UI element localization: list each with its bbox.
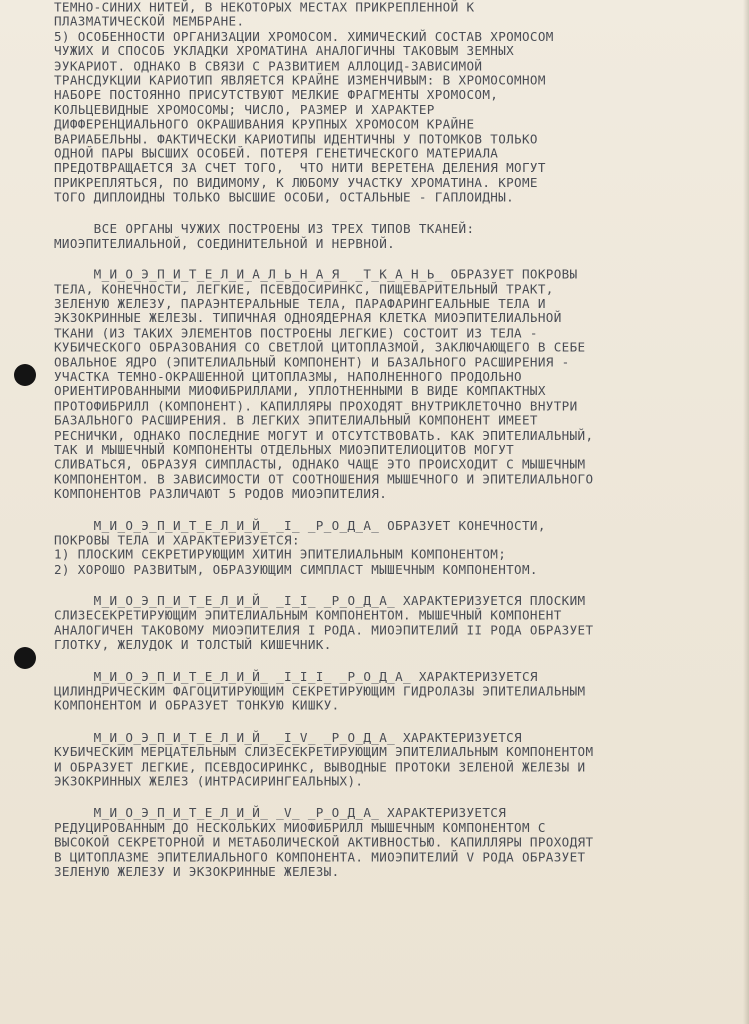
paragraph-genus-5 <box>54 806 744 879</box>
text-line: МИОЭПИТЕЛИАЛЬНОЙ, СОЕДИНИТЕЛЬНОЙ И НЕРВНОЙ. <box>54 236 396 251</box>
text-line: УЧАСТКА ТЕМНО-ОКРАШЕННОЙ ЦИТОПЛАЗМЫ, НАПОЛНЕННОГО ПРОДОЛЬНО <box>54 369 522 384</box>
text-line: ДИФФЕРЕНЦИАЛЬНОГО ОКРАШИВАНИЯ КРУПНЫХ ХРОМОСОМ КРАЙНЕ <box>54 116 475 132</box>
paragraph-tissues <box>54 222 744 251</box>
text-line: ЧУЖИХ И СПОСОБ УКЛАДКИ ХРОМАТИНА АНАЛОГИЧНЫ ТАКОВЫМ ЗЕМНЫХ <box>54 43 515 59</box>
text-line: РЕДУЦИРОВАННЫМ ДО НЕСКОЛЬКИХ МИОФИБРИЛЛ МЫШЕЧНЫМ КОМПОНЕНТОМ С <box>54 820 546 835</box>
text-line: М_И_О_Э_П_И_Т_Е_Л_И_Й_ _I_I_I_ _Р_О_Д_А_ ХАРАКТЕРИЗУЕТСЯ <box>54 669 538 684</box>
text-line: ТРАНСДУКЦИИ КАРИОТИП ЯВЛЯЕТСЯ КРАЙНЕ ИЗМЕНЧИВЫМ: В ХРОМОСОМНОМ <box>54 73 546 88</box>
text-line: РЕСНИЧКИ, ОДНАКО ПОСЛЕДНИЕ МОГУТ И ОТСУТСТВОВАТЬ. КАК ЭПИТЕЛИАЛЬНЫЙ, <box>54 428 594 443</box>
text-line: 5) ОСОБЕННОСТИ ОРГАНИЗАЦИИ ХРОМОСОМ. ХИМИЧЕСКИЙ СОСТАВ ХРОМОСОМ <box>54 29 554 44</box>
text-line: 2) ХОРОШО РАЗВИТЫМ, ОБРАЗУЮЩИМ СИМПЛАСТ МЫШЕЧНЫМ КОМПОНЕНТОМ. <box>54 562 538 577</box>
paragraph-intro <box>54 0 744 205</box>
text-line: АНАЛОГИЧЕН ТАКОВОМУ МИОЭПИТЕЛИЯ I РОДА. МИОЭПИТЕЛИЙ II РОДА ОБРАЗУЕТ <box>54 623 594 638</box>
text-line: ВАРИАБЕЛЬНЫ. ФАКТИЧЕСКИ КАРИОТИПЫ ИДЕНТИЧНЫ У ПОТОМКОВ ТОЛЬКО <box>54 131 538 146</box>
text-line: М_И_О_Э_П_И_Т_Е_Л_И_Й_ _I_I_ _Р_О_Д_А_ ХАРАКТЕРИЗУЕТСЯ ПЛОСКИМ <box>54 593 586 609</box>
text-line: ЦИЛИНДРИЧЕСКИМ ФАГОЦИТИРУЮЩИМ СЕКРЕТИРУЮЩИМ ГИДРОЛАЗЫ ЭПИТЕЛИАЛЬНЫМ <box>54 684 586 699</box>
punch-hole-bottom <box>14 647 36 669</box>
text-line: КОМПОНЕНТОМ И ОБРАЗУЕТ ТОНКУЮ КИШКУ. <box>54 698 340 713</box>
punch-hole-top <box>14 364 36 386</box>
text-line: И ОБРАЗУЕТ ЛЕГКИЕ, ПСЕВДОСИРИНКС, ВЫВОДНЫЕ ПРОТОКИ ЗЕЛЕНОЙ ЖЕЛЕЗЫ И <box>54 759 586 774</box>
paragraph-genus-2 <box>54 594 744 652</box>
text-line: КОМПОНЕНТОВ РАЗЛИЧАЮТ 5 РОДОВ МИОЭПИТЕЛИЯ. <box>54 486 388 501</box>
text-line: ПРЕДОТВРАЩАЕТСЯ ЗА СЧЕТ ТОГО, ЧТО НИТИ ВЕРЕТЕНА ДЕЛЕНИЯ МОГУТ <box>54 160 546 176</box>
text-line: ТЕМНО-СИНИХ НИТЕЙ, В НЕКОТОРЫХ МЕСТАХ ПРИКРЕПЛЕННОЙ К <box>54 0 475 15</box>
text-line: М_И_О_Э_П_И_Т_Е_Л_И_Й_ _V_ _Р_О_Д_А_ ХАРАКТЕРИЗУЕТСЯ <box>54 805 507 821</box>
text-line: КУБИЧЕСКОГО ОБРАЗОВАНИЯ СО СВЕТЛОЙ ЦИТОПЛАЗМОЙ, ЗАКЛЮЧАЮЩЕГО В СЕБЕ <box>54 340 586 355</box>
text-line: СЛИЗЕСЕКРЕТИРУЮЩИМ ЭПИТЕЛИАЛЬНЫМ КОМПОНЕНТОМ. МЫШЕЧНЫЙ КОМПОНЕНТ <box>54 608 562 623</box>
text-line: ОВАЛЬНОЕ ЯДРО (ЭПИТЕЛИАЛЬНЫЙ КОМПОНЕНТ) И БАЗАЛЬНОГО РАСШИРЕНИЯ - <box>54 354 570 370</box>
paragraph-genus-1 <box>54 518 744 576</box>
text-line: КОЛЬЦЕВИДНЫЕ ХРОМОСОМЫ; ЧИСЛО, РАЗМЕР И ХАРАКТЕР <box>54 102 435 117</box>
paragraph-gap <box>54 652 744 669</box>
text-line: ОРИЕНТИРОВАННЫМИ МИОФИБРИЛЛАМИ, УПЛОТНЕННЫМИ В ВИДЕ КОМПАКТНЫХ <box>54 384 546 399</box>
text-line: ТКАНИ (ИЗ ТАКИХ ЭЛЕМЕНТОВ ПОСТРОЕНЫ ЛЕГКИЕ) СОСТОИТ ИЗ ТЕЛА - <box>54 325 538 340</box>
text-line: СЛИВАТЬСЯ, ОБРАЗУЯ СИМПЛАСТЫ, ОДНАКО ЧАЩЕ ЭТО ПРОИСХОДИТ С МЫШЕЧНЫМ <box>54 457 586 472</box>
paragraph-genus-3 <box>54 669 744 713</box>
text-line: 1) ПЛОСКИМ СЕКРЕТИРУЮЩИМ ХИТИН ЭПИТЕЛИАЛЬНЫМ КОМПОНЕНТОМ; <box>54 547 507 562</box>
text-line: М_И_О_Э_П_И_Т_Е_Л_И_Й_ _I_V_ _Р_О_Д_А_ ХАРАКТЕРИЗУЕТСЯ <box>54 730 522 745</box>
text-line: ВСЕ ОРГАНЫ ЧУЖИХ ПОСТРОЕНЫ ИЗ ТРЕХ ТИПОВ ТКАНЕЙ: <box>54 221 475 237</box>
text-line: КОМПОНЕНТОМ. В ЗАВИСИМОСТИ ОТ СООТНОШЕНИЯ МЫШЕЧНОГО И ЭПИТЕЛИАЛЬНОГО <box>54 471 594 487</box>
text-line: ТЕЛА, КОНЕЧНОСТИ, ЛЕГКИЕ, ПСЕВДОСИРИНКС, ПИЩЕВАРИТЕЛЬНЫЙ ТРАКТ, <box>54 281 554 297</box>
text-line: В ЦИТОПЛАЗМЕ ЭПИТЕЛИАЛЬНОГО КОМПОНЕНТА. МИОЭПИТЕЛИЙ V РОДА ОБРАЗУЕТ <box>54 849 586 865</box>
text-line: ПРОТОФИБРИЛЛ (КОМПОНЕНТ). КАПИЛЛЯРЫ ПРОХОДЯТ ВНУТРИКЛЕТОЧНО ВНУТРИ <box>54 398 578 414</box>
text-line: ЭУКАРИОТ. ОДНАКО В СВЯЗИ С РАЗВИТИЕМ АЛЛОЦИД-ЗАВИСИМОЙ <box>54 58 483 73</box>
text-line: ЗЕЛЕНУЮ ЖЕЛЕЗУ, ПАРАЭНТЕРАЛЬНЫЕ ТЕЛА, ПАРАФАРИНГЕАЛЬНЫЕ ТЕЛА И <box>54 296 546 311</box>
typewritten-text <box>54 0 744 879</box>
text-line: ВЫСОКОЙ СЕКРЕТОРНОЙ И МЕТАБОЛИЧЕСКОЙ АКТИВНОСТЬЮ. КАПИЛЛЯРЫ ПРОХОДЯТ <box>54 835 594 850</box>
text-line: ЭКЗОКРИННЫХ ЖЕЛЕЗ (ИНТРАСИРИНГЕАЛЬНЫХ). <box>54 774 364 789</box>
text-line: ПРИКРЕПЛЯТЬСЯ, ПО ВИДИМОМУ, К ЛЮБОМУ УЧАСТКУ ХРОМАТИНА. КРОМЕ <box>54 175 538 190</box>
text-line: ТОГО ДИПЛОИДНЫ ТОЛЬКО ВЫСШИЕ ОСОБИ, ОСТАЛЬНЫЕ - ГАПЛОИДНЫ. <box>54 190 515 205</box>
paragraph-myoepithelial <box>54 267 744 501</box>
text-line: ЭКЗОКРИННЫЕ ЖЕЛЕЗЫ. ТИПИЧНАЯ ОДНОЯДЕРНАЯ КЛЕТКА МИОЭПИТЕЛИАЛЬНОЙ <box>54 311 562 326</box>
paragraph-gap <box>54 251 744 267</box>
paragraph-gap <box>54 205 744 222</box>
paragraph-gap <box>54 789 744 806</box>
text-line: ГЛОТКУ, ЖЕЛУДОК И ТОЛСТЫЙ КИШЕЧНИК. <box>54 637 332 652</box>
text-line: М_И_О_Э_П_И_Т_Е_Л_И_Й_ _I_ _Р_О_Д_А_ ОБРАЗУЕТ КОНЕЧНОСТИ, <box>54 518 546 533</box>
text-line: М_И_О_Э_П_И_Т_Е_Л_И_А_Л_Ь_Н_А_Я_ _Т_К_А_Н_Ь_ ОБРАЗУЕТ ПОКРОВЫ <box>54 267 578 282</box>
text-line: ЗЕЛЕНУЮ ЖЕЛЕЗУ И ЭКЗОКРИННЫЕ ЖЕЛЕЗЫ. <box>54 864 340 879</box>
paragraph-genus-4 <box>54 730 744 788</box>
text-line: ОДНОЙ ПАРЫ ВЫСШИХ ОСОБЕЙ. ПОТЕРЯ ГЕНЕТИЧЕСКОГО МАТЕРИАЛА <box>54 146 499 161</box>
paragraph-gap <box>54 577 744 594</box>
text-line: ТАК И МЫШЕЧНЫЙ КОМПОНЕНТЫ ОТДЕЛЬНЫХ МИОЭПИТЕЛИОЦИТОВ МОГУТ <box>54 442 515 457</box>
text-line: ПОКРОВЫ ТЕЛА И ХАРАКТЕРИЗУЕТСЯ: <box>54 532 300 548</box>
text-line: ПЛАЗМАТИЧЕСКОЙ МЕМБРАНЕ. <box>54 14 245 29</box>
paragraph-gap <box>54 713 744 730</box>
text-line: КУБИЧЕСКИМ МЕРЦАТЕЛЬНЫМ СЛИЗЕСЕКРЕТИРУЮЩИМ ЭПИТЕЛИАЛЬНЫМ КОМПОНЕНТОМ <box>54 744 594 760</box>
paragraph-gap <box>54 501 744 518</box>
text-line: БАЗАЛЬНОГО РАСШИРЕНИЯ. В ЛЕГКИХ ЭПИТЕЛИАЛЬНЫЙ КОМПОНЕНТ ИМЕЕТ <box>54 413 538 428</box>
text-line: НАБОРЕ ПОСТОЯННО ПРИСУТСТВУЮТ МЕЛКИЕ ФРАГМЕНТЫ ХРОМОСОМ, <box>54 87 499 102</box>
